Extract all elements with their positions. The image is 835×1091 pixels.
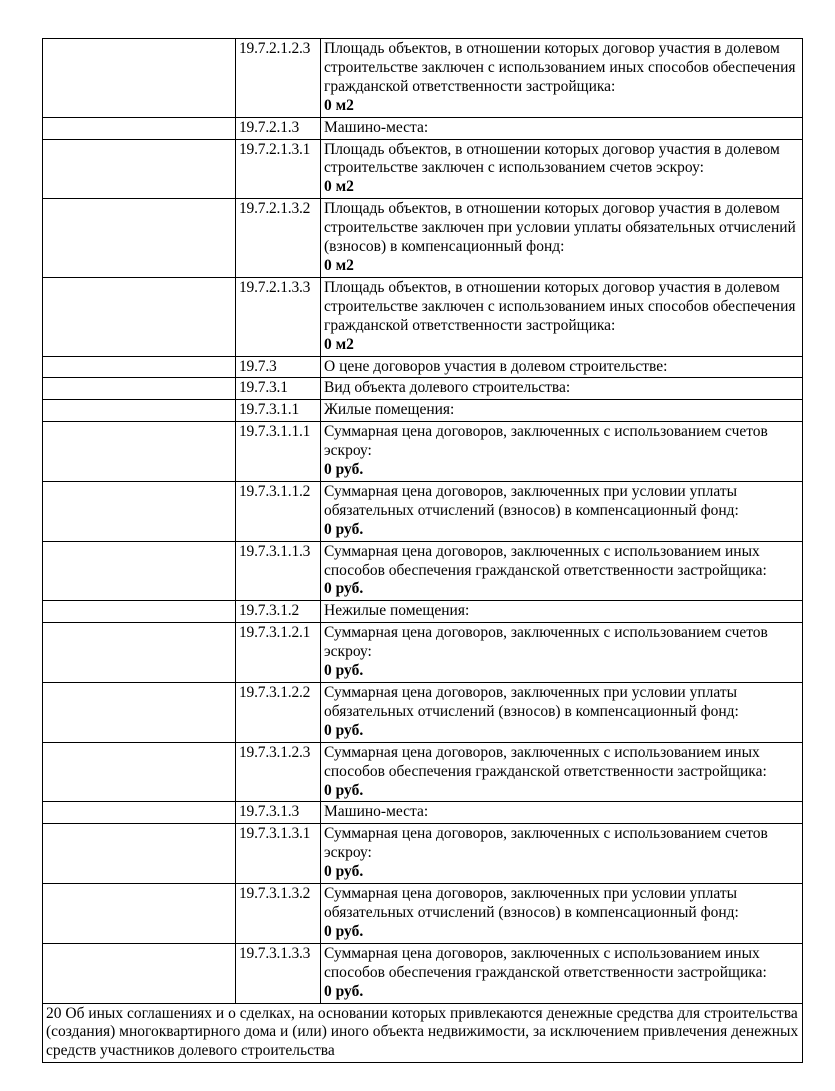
row-left-cell (43, 356, 236, 378)
row-code: 19.7.3.1.3 (236, 802, 321, 824)
row-code: 19.7.3 (236, 356, 321, 378)
row-text: Суммарная цена договоров, заключенных с использованием иных способов обеспечения гражданской ответственности застройщика: (324, 542, 767, 579)
row-code: 19.7.3.1.1.3 (236, 541, 321, 601)
row-code: 19.7.3.1.3.3 (236, 943, 321, 1003)
row-left-cell (43, 481, 236, 541)
row-left-cell (43, 802, 236, 824)
row-value: 0 руб. (324, 922, 364, 940)
row-text-cell (321, 623, 803, 683)
table-row (43, 943, 803, 1003)
row-text: Суммарная цена договоров, заключенных при условии уплаты обязательных отчислений (взносов) в компенсационный фонд: (324, 885, 739, 921)
table-row (43, 742, 803, 802)
row-left-cell (43, 277, 236, 356)
row-text: Суммарная цена договоров, заключенных с использованием иных способов обеспечения гражданской ответственности застройщика: (324, 743, 767, 780)
row-text-cell (321, 356, 803, 378)
row-text: Суммарная цена договоров, заключенных с использованием счетов эскроу: (324, 423, 768, 460)
table-row (43, 39, 803, 118)
table-row (43, 356, 803, 378)
row-value: 0 м2 (324, 335, 354, 353)
table-row (43, 422, 803, 482)
row-left-cell (43, 139, 236, 199)
row-text-cell (321, 39, 803, 118)
row-left-cell (43, 884, 236, 944)
table-row (43, 683, 803, 743)
row-text-cell (321, 139, 803, 199)
row-value: 0 руб. (324, 520, 364, 538)
row-text-cell (321, 541, 803, 601)
row-text: Площадь объектов, в отношении которых договор участия в долевом строительстве заключен с использованием счетов эскроу: (324, 140, 780, 177)
row-code: 19.7.3.1.2.2 (236, 683, 321, 743)
row-code: 19.7.3.1.1.1 (236, 422, 321, 482)
table-row (43, 601, 803, 623)
row-left-cell (43, 422, 236, 482)
row-code: 19.7.2.1.3.1 (236, 139, 321, 199)
row-left-cell (43, 117, 236, 139)
row-left-cell (43, 742, 236, 802)
row-value: 0 руб. (324, 662, 364, 680)
row-text-cell (321, 824, 803, 884)
row-text: Площадь объектов, в отношении которых договор участия в долевом строительстве заключен при условии уплаты обязательных отчислений (взносов) в компенсационный фонд: (324, 200, 796, 256)
row-code: 19.7.3.1.2 (236, 601, 321, 623)
row-left-cell (43, 378, 236, 400)
row-code: 19.7.3.1 (236, 378, 321, 400)
row-text: Площадь объектов, в отношении которых договор участия в долевом строительстве заключен с использованием иных способов обеспечения гражданской ответственности застройщика: (324, 278, 796, 334)
row-text-cell (321, 742, 803, 802)
row-text: Суммарная цена договоров, заключенных с использованием иных способов обеспечения гражданской ответственности застройщика: (324, 944, 767, 981)
row-code: 19.7.3.1.3.2 (236, 884, 321, 944)
row-value: 0 руб. (324, 721, 364, 739)
row-code: 19.7.3.1.2.1 (236, 623, 321, 683)
table-row (43, 199, 803, 278)
row-value: 0 руб. (324, 580, 364, 598)
row-text: Машино-места: (324, 803, 429, 821)
row-left-cell (43, 39, 236, 118)
row-code: 19.7.3.1.1 (236, 400, 321, 422)
table-row (43, 623, 803, 683)
footer-note: 20 Об иных соглашениях и о сделках, на основании которых привлекаются денежные средства для строительства (создания) многоквартирного дома и (или) иного объекта недвижимости, за исключением привлечения денежных средств участников долевого строительства (43, 1003, 803, 1063)
table-row (43, 117, 803, 139)
row-text: Площадь объектов, в отношении которых договор участия в долевом строительстве заключен с использованием иных способов обеспечения гражданской ответственности застройщика: (324, 40, 796, 95)
table-row (43, 802, 803, 824)
table-row (43, 824, 803, 884)
table-row (43, 400, 803, 422)
row-code: 19.7.2.1.3.3 (236, 277, 321, 356)
row-value: 0 руб. (324, 863, 364, 881)
row-left-cell (43, 824, 236, 884)
row-text-cell (321, 378, 803, 400)
row-value: 0 м2 (324, 96, 354, 114)
row-text: Суммарная цена договоров, заключенных при условии уплаты обязательных отчислений (взносов) в компенсационный фонд: (324, 684, 739, 720)
row-text: Нежилые помещения: (324, 602, 470, 620)
row-left-cell (43, 683, 236, 743)
row-code: 19.7.3.1.3.1 (236, 824, 321, 884)
row-text-cell (321, 884, 803, 944)
row-code: 19.7.2.1.3.2 (236, 199, 321, 278)
row-left-cell (43, 623, 236, 683)
row-text-cell (321, 481, 803, 541)
row-text: Суммарная цена договоров, заключенных с использованием счетов эскроу: (324, 624, 768, 661)
row-text: Суммарная цена договоров, заключенных при условии уплаты обязательных отчислений (взносов) в компенсационный фонд: (324, 482, 739, 519)
project-declaration-table (42, 38, 803, 1063)
footer-row (43, 1003, 803, 1063)
row-value: 0 руб. (324, 781, 364, 799)
row-value: 0 м2 (324, 178, 354, 196)
row-code: 19.7.2.1.2.3 (236, 39, 321, 118)
row-text: Суммарная цена договоров, заключенных с использованием счетов эскроу: (324, 825, 768, 862)
row-text-cell (321, 943, 803, 1003)
table-row (43, 277, 803, 356)
row-text: О цене договоров участия в долевом строительстве: (324, 357, 668, 375)
table-row (43, 884, 803, 944)
row-value: 0 руб. (324, 982, 364, 1000)
row-code: 19.7.2.1.3 (236, 117, 321, 139)
row-left-cell (43, 199, 236, 278)
declaration-table-footer (43, 1003, 803, 1063)
row-text-cell (321, 277, 803, 356)
row-text-cell (321, 422, 803, 482)
row-left-cell (43, 943, 236, 1003)
row-value: 0 руб. (324, 461, 364, 479)
row-code: 19.7.3.1.1.2 (236, 481, 321, 541)
row-text-cell (321, 802, 803, 824)
row-text: Вид объекта долевого строительства: (324, 379, 571, 397)
row-left-cell (43, 601, 236, 623)
row-text-cell (321, 117, 803, 139)
row-left-cell (43, 400, 236, 422)
table-row (43, 139, 803, 199)
row-text-cell (321, 400, 803, 422)
table-row (43, 541, 803, 601)
row-text: Машино-места: (324, 118, 429, 136)
table-row (43, 481, 803, 541)
row-code: 19.7.3.1.2.3 (236, 742, 321, 802)
table-row (43, 378, 803, 400)
row-text-cell (321, 199, 803, 278)
row-text-cell (321, 683, 803, 743)
row-value: 0 м2 (324, 256, 354, 274)
row-text-cell (321, 601, 803, 623)
row-text: Жилые помещения: (324, 401, 455, 419)
declaration-table-body (43, 39, 803, 1004)
row-left-cell (43, 541, 236, 601)
